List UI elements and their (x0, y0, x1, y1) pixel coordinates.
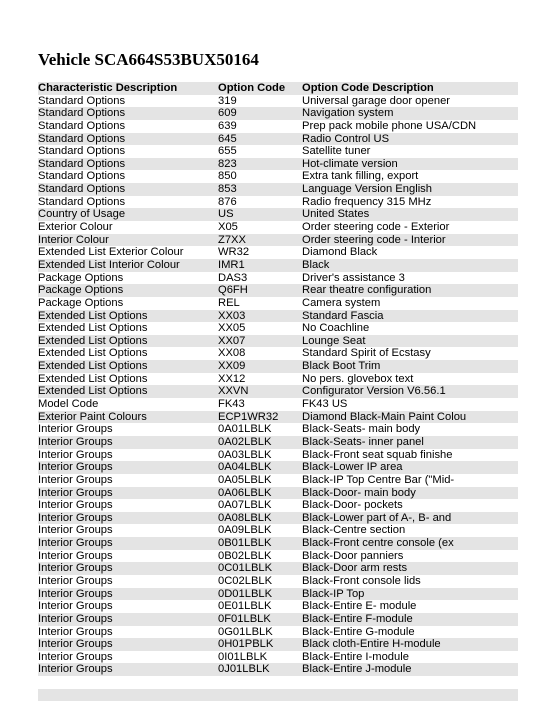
cell-characteristic-description: Standard Options (38, 157, 126, 170)
cell-option-code: DAS3 (218, 271, 248, 284)
table-row (38, 461, 518, 474)
cell-option-code-description: Black-Entire I-module (302, 650, 409, 663)
cell-option-code: 645 (218, 132, 237, 145)
page-title: Vehicle SCA664S53BUX50164 (38, 50, 259, 69)
cell-characteristic-description: Standard Options (38, 94, 126, 107)
table-row (38, 133, 518, 146)
cell-option-code-description: No pers. glovebox text (302, 372, 414, 385)
cell-option-code-description: Black Boot Trim (302, 360, 381, 373)
cell-option-code-description: FK43 US (302, 398, 348, 411)
table-row (38, 158, 518, 171)
cell-option-code-description: Black-Front console lids (302, 574, 421, 587)
table-row (38, 95, 518, 108)
table-row (38, 208, 518, 221)
cell-option-code: 0F01LBLK (218, 612, 271, 625)
cell-characteristic-description: Extended List Options (38, 322, 148, 335)
cell-option-code-description: Black-IP Top (302, 587, 365, 600)
cell-characteristic-description: Exterior Colour (38, 221, 113, 234)
table-row (38, 524, 518, 537)
cell-option-code: 0A05LBLK (218, 473, 272, 486)
cell-option-code: Q6FH (218, 284, 248, 297)
cell-option-code-description: Order steering code - Exterior (302, 221, 450, 234)
cell-characteristic-description: Interior Groups (38, 423, 113, 436)
cell-option-code-description: Black-Door- pockets (302, 499, 403, 512)
cell-option-code: 0B02LBLK (218, 549, 272, 562)
cell-characteristic-description: Country of Usage (38, 208, 126, 221)
cell-characteristic-description: Interior Groups (38, 461, 113, 474)
table-row (38, 663, 518, 676)
cell-characteristic-description: Interior Colour (38, 233, 109, 246)
table-row (38, 550, 518, 563)
cell-characteristic-description: Interior Groups (38, 499, 113, 512)
cell-option-code-description: Language Version English (302, 183, 432, 196)
table-row (38, 638, 518, 651)
table-row (38, 575, 518, 588)
table-row (38, 398, 518, 411)
cell-option-code: 0A04LBLK (218, 461, 272, 474)
table-row (38, 120, 518, 133)
cell-characteristic-description: Extended List Options (38, 309, 148, 322)
cell-option-code: XX03 (218, 309, 246, 322)
cell-characteristic-description: Interior Groups (38, 650, 113, 663)
header-option-code: Option Code (218, 82, 286, 94)
table-row (38, 297, 518, 310)
cell-characteristic-description: Interior Groups (38, 537, 113, 550)
table-row (38, 487, 518, 500)
table-header-row (38, 82, 518, 95)
cell-option-code-description: Black-Entire J-module (302, 663, 412, 676)
cell-characteristic-description: Extended List Options (38, 347, 148, 360)
cell-option-code: 823 (218, 157, 237, 170)
cell-option-code-description: Radio frequency 315 MHz (302, 195, 432, 208)
cell-option-code-description: Radio Control US (302, 132, 390, 145)
table-row (38, 259, 518, 272)
cell-characteristic-description: Interior Groups (38, 663, 113, 676)
cell-characteristic-description: Interior Groups (38, 612, 113, 625)
cell-option-code: 0G01LBLK (218, 625, 273, 638)
cell-characteristic-description: Exterior Paint Colours (38, 410, 147, 423)
table-row (38, 284, 518, 297)
cell-option-code: 639 (218, 119, 237, 132)
cell-option-code: REL (218, 296, 240, 309)
cell-option-code: 0A08LBLK (218, 511, 272, 524)
cell-option-code: 0J01LBLK (218, 663, 270, 676)
table-row (38, 373, 518, 386)
cell-option-code: 0C02LBLK (218, 574, 273, 587)
cell-option-code: IMR1 (218, 258, 245, 271)
cell-option-code: 0A07LBLK (218, 499, 272, 512)
cell-option-code-description: Lounge Seat (302, 334, 366, 347)
table-row (38, 246, 518, 259)
header-characteristic-description: Characteristic Description (38, 82, 178, 94)
cell-option-code-description: No Coachline (302, 322, 370, 335)
cell-option-code: XX05 (218, 322, 246, 335)
table-row (38, 423, 518, 436)
cell-option-code: 0I01LBLK (218, 650, 268, 663)
cell-option-code-description: Rear theatre configuration (302, 284, 432, 297)
table-row (38, 436, 518, 449)
table-row (38, 234, 518, 247)
cell-characteristic-description: Standard Options (38, 132, 126, 145)
cell-option-code: 0A01LBLK (218, 423, 272, 436)
cell-option-code-description: Satellite tuner (302, 145, 371, 158)
table-row (38, 651, 518, 664)
table-row (38, 170, 518, 183)
cell-option-code: 609 (218, 107, 237, 120)
table-row (38, 221, 518, 234)
cell-characteristic-description: Interior Groups (38, 600, 113, 613)
cell-option-code-description: Black-Door panniers (302, 549, 404, 562)
table-row (38, 335, 518, 348)
cell-option-code-description: Black-Front centre console (ex (302, 537, 454, 550)
table-row (38, 107, 518, 120)
cell-option-code: 0H01PBLK (218, 638, 274, 651)
cell-option-code-description: Black-Lower IP area (302, 461, 403, 474)
cell-option-code: 0A03LBLK (218, 448, 272, 461)
cell-option-code: XX08 (218, 347, 246, 360)
cell-option-code-description: Standard Spirit of Ecstasy (302, 347, 431, 360)
cell-option-code-description: Prep pack mobile phone USA/CDN (302, 119, 477, 132)
cell-characteristic-description: Interior Groups (38, 574, 113, 587)
cell-characteristic-description: Extended List Options (38, 360, 148, 373)
cell-characteristic-description: Interior Groups (38, 473, 113, 486)
cell-option-code: 850 (218, 170, 237, 183)
cell-option-code: Z7XX (218, 233, 246, 246)
cell-option-code-description: Driver's assistance 3 (302, 271, 405, 284)
cell-option-code-description: Black-Door- main body (302, 486, 416, 499)
cell-characteristic-description: Interior Groups (38, 435, 113, 448)
cell-option-code: WR32 (218, 246, 250, 259)
cell-characteristic-description: Extended List Options (38, 385, 148, 398)
cell-option-code: 0A09LBLK (218, 524, 272, 537)
cell-characteristic-description: Standard Options (38, 107, 126, 120)
cell-characteristic-description: Standard Options (38, 183, 126, 196)
cell-characteristic-description: Standard Options (38, 170, 126, 183)
table-row (38, 310, 518, 323)
cell-option-code-description: Black-Centre section (302, 524, 406, 537)
cell-option-code: 0C01LBLK (218, 562, 273, 575)
cell-option-code-description: Diamond Black (302, 246, 378, 259)
cell-option-code-description: Black (302, 258, 330, 271)
cell-option-code: XX09 (218, 360, 246, 373)
cell-option-code-description: Camera system (302, 296, 381, 309)
cell-option-code-description: Black-Seats- main body (302, 423, 421, 436)
cell-characteristic-description: Interior Groups (38, 638, 113, 651)
cell-option-code-description: Black-IP Top Centre Bar ("Mid- (302, 473, 455, 486)
cell-characteristic-description: Model Code (38, 398, 99, 411)
cell-characteristic-description: Package Options (38, 296, 124, 309)
cell-option-code: 876 (218, 195, 237, 208)
cell-option-code-description: Standard Fascia (302, 309, 384, 322)
table-row (38, 183, 518, 196)
cell-option-code: 0D01LBLK (218, 587, 273, 600)
table-filler-row (38, 676, 518, 689)
cell-characteristic-description: Interior Groups (38, 511, 113, 524)
cell-characteristic-description: Standard Options (38, 145, 126, 158)
table-row (38, 360, 518, 373)
cell-option-code: 0E01LBLK (218, 600, 272, 613)
table-row (38, 196, 518, 209)
cell-characteristic-description: Package Options (38, 284, 124, 297)
cell-characteristic-description: Extended List Options (38, 334, 148, 347)
header-option-code-description: Option Code Description (302, 82, 434, 94)
table-row (38, 562, 518, 575)
cell-characteristic-description: Interior Groups (38, 587, 113, 600)
cell-option-code-description: Black-Door arm rests (302, 562, 408, 575)
table-row (38, 600, 518, 613)
cell-option-code: X05 (218, 221, 238, 234)
table-filler-row (38, 689, 518, 702)
cell-characteristic-description: Interior Groups (38, 549, 113, 562)
cell-characteristic-description: Interior Groups (38, 625, 113, 638)
cell-option-code: 319 (218, 94, 237, 107)
cell-option-code-description: Universal garage door opener (302, 94, 451, 107)
cell-characteristic-description: Extended List Interior Colour (38, 258, 180, 271)
cell-characteristic-description: Extended List Exterior Colour (38, 246, 184, 259)
table-row (38, 272, 518, 285)
cell-characteristic-description: Package Options (38, 271, 124, 284)
cell-characteristic-description: Interior Groups (38, 562, 113, 575)
cell-option-code-description: Hot-climate version (302, 157, 398, 170)
table-row (38, 537, 518, 550)
cell-option-code-description: Black-Seats- inner panel (302, 435, 424, 448)
cell-option-code-description: Diamond Black-Main Paint Colou (302, 410, 467, 423)
cell-characteristic-description: Interior Groups (38, 486, 113, 499)
table-row (38, 588, 518, 601)
cell-option-code: 0A02LBLK (218, 435, 272, 448)
cell-characteristic-description: Interior Groups (38, 524, 113, 537)
cell-characteristic-description: Standard Options (38, 119, 126, 132)
options-table (38, 82, 518, 701)
table-row (38, 499, 518, 512)
cell-option-code: XXVN (218, 385, 249, 398)
cell-option-code: US (218, 208, 234, 221)
cell-option-code: 853 (218, 183, 237, 196)
cell-characteristic-description: Extended List Options (38, 372, 148, 385)
table-row (38, 347, 518, 360)
cell-option-code: 655 (218, 145, 237, 158)
cell-option-code: ECP1WR32 (218, 410, 279, 423)
cell-option-code-description: Black-Front seat squab finishe (302, 448, 453, 461)
cell-characteristic-description: Standard Options (38, 195, 126, 208)
cell-option-code: FK43 (218, 398, 245, 411)
table-row (38, 385, 518, 398)
cell-option-code: XX12 (218, 372, 246, 385)
cell-option-code-description: Black-Entire F-module (302, 612, 413, 625)
cell-option-code-description: Black-Lower part of A-, B- and (302, 511, 452, 524)
table-row (38, 145, 518, 158)
cell-option-code-description: Extra tank filling, export (302, 170, 419, 183)
table-row (38, 613, 518, 626)
table-row (38, 626, 518, 639)
cell-option-code-description: Black-Entire E- module (302, 600, 417, 613)
table-row (38, 449, 518, 462)
table-row (38, 411, 518, 424)
cell-option-code-description: Configurator Version V6.56.1 (302, 385, 446, 398)
cell-option-code-description: Black cloth-Entire H-module (302, 638, 441, 651)
cell-option-code-description: Black-Entire G-module (302, 625, 415, 638)
cell-option-code-description: Navigation system (302, 107, 394, 120)
cell-option-code: 0A06LBLK (218, 486, 272, 499)
cell-option-code-description: Order steering code - Interior (302, 233, 446, 246)
table-body (38, 95, 518, 676)
table-row (38, 322, 518, 335)
cell-characteristic-description: Interior Groups (38, 448, 113, 461)
cell-option-code: XX07 (218, 334, 246, 347)
cell-option-code: 0B01LBLK (218, 537, 272, 550)
table-row (38, 474, 518, 487)
table-row (38, 512, 518, 525)
cell-option-code-description: United States (302, 208, 370, 221)
